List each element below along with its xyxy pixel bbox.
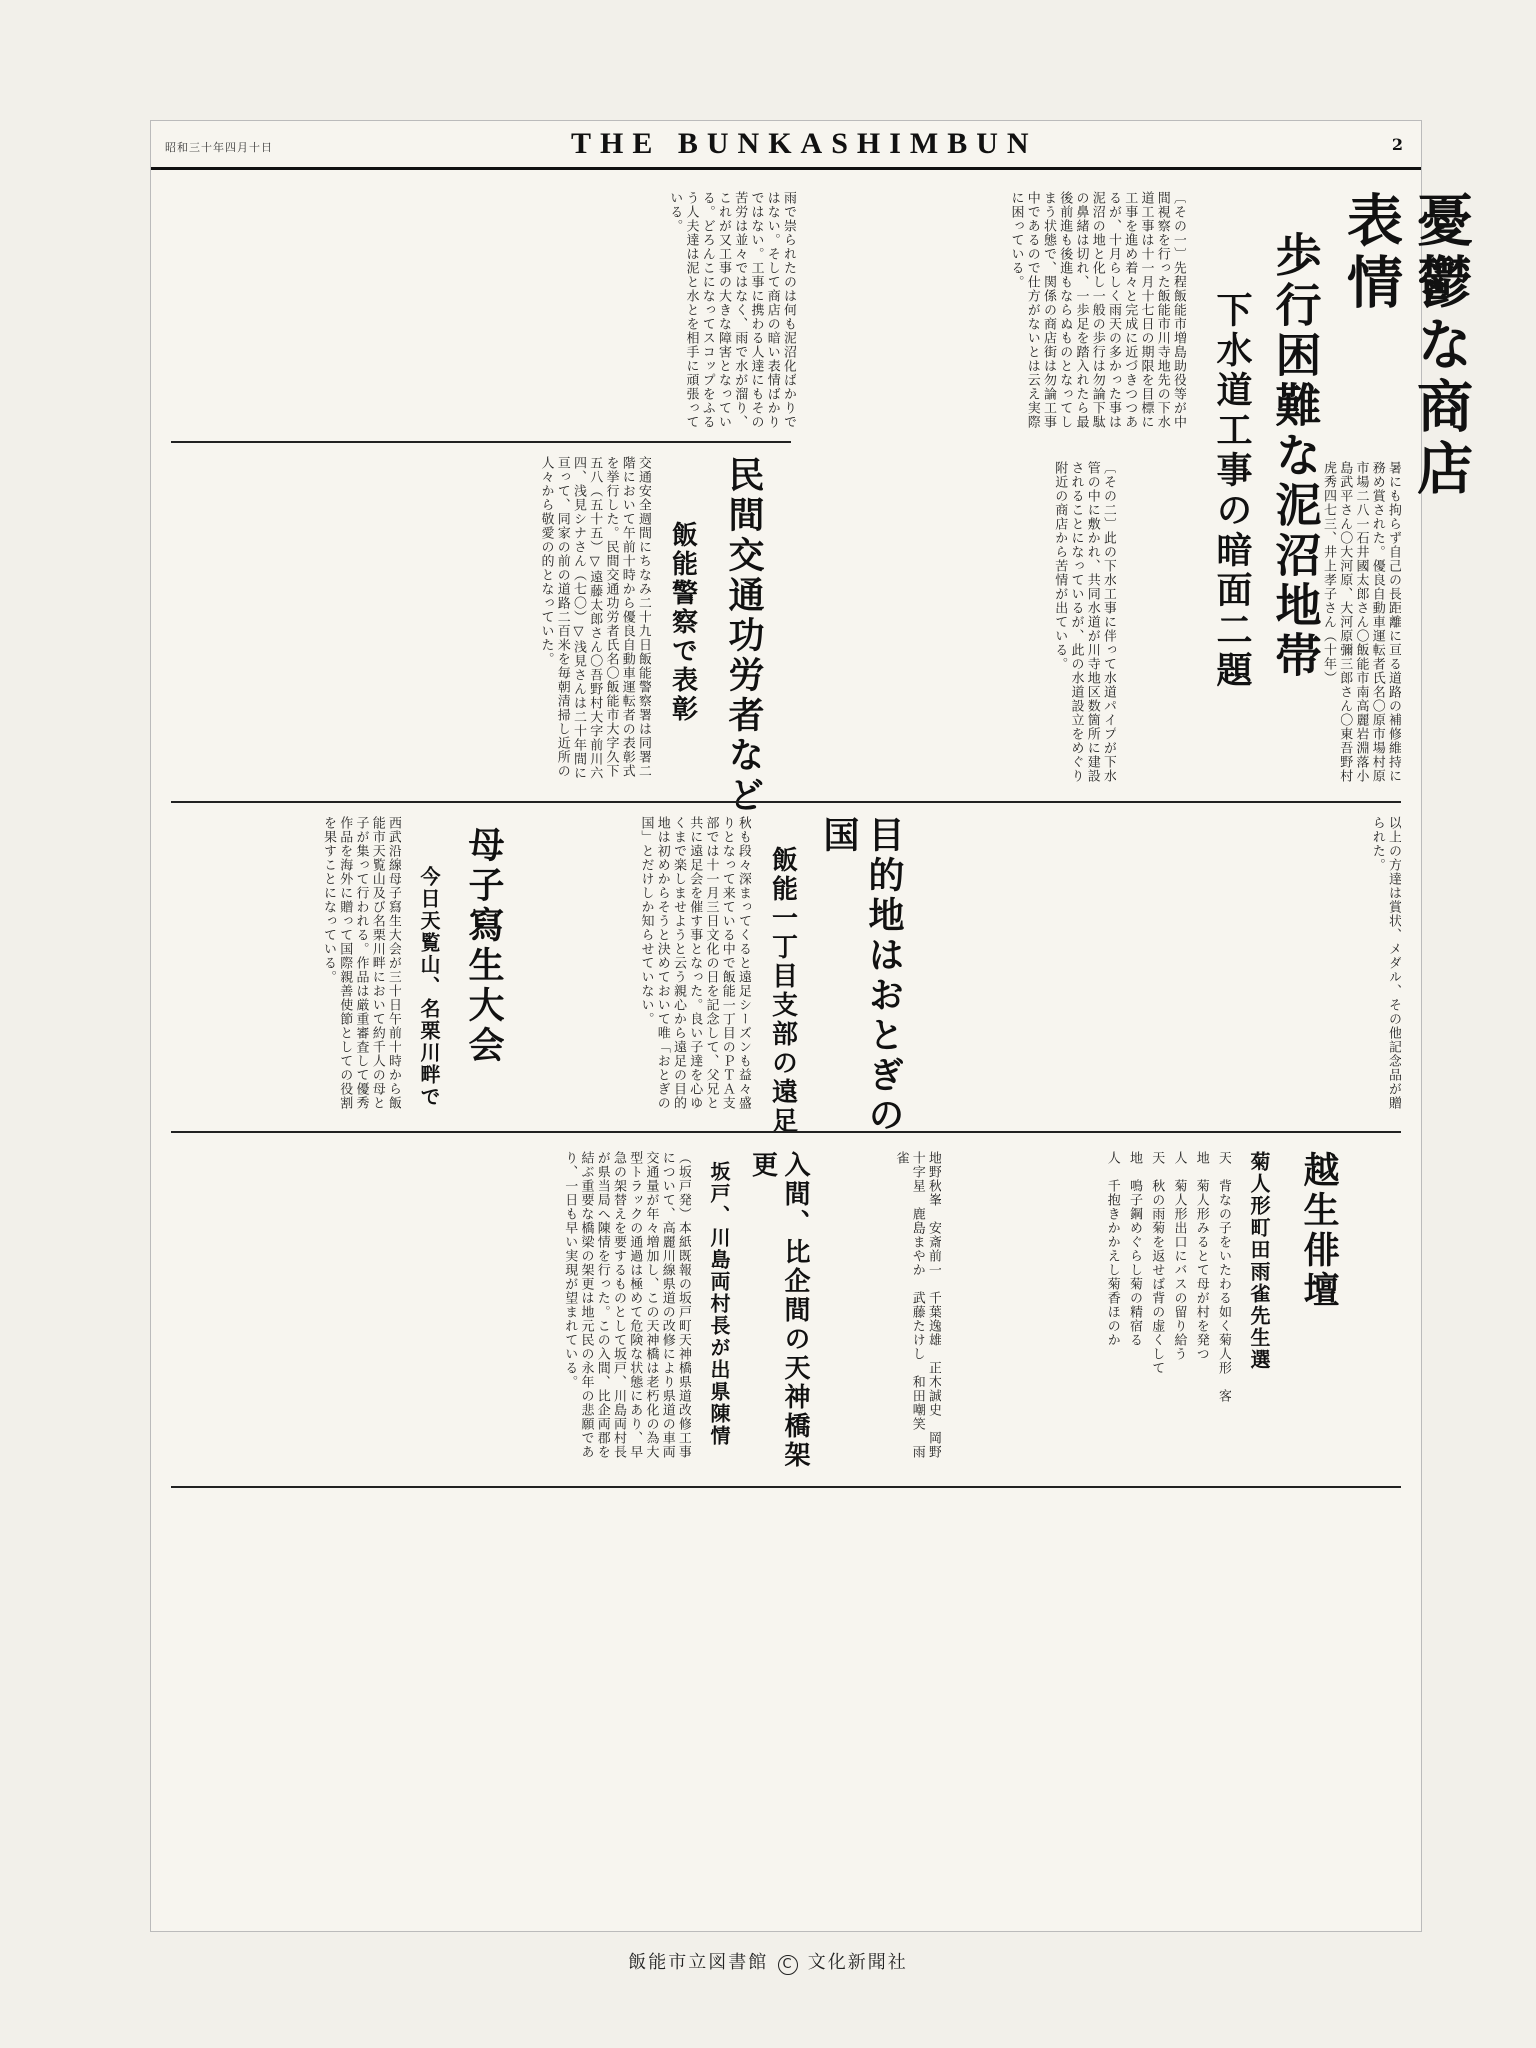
ashigaru-headline: 目的地はおとぎの国 — [818, 816, 905, 1136]
divider — [171, 441, 791, 443]
haiku-line: 人 千抱きかかえし菊香ほのか — [1104, 1151, 1120, 1347]
ashigaru-body: 秋も段々深まってくると遠足シーズンも益々盛りとなって来ている中で飯能一丁目のＰＴＡ支部では十一月三日文化の日を記念して、父兄と共に遠足会を催す事となった。良い子達を心ゆくまで楽しませようと云う親心から遠足の目的地は初めからそうと決めておいて唯「おとぎの国」とだけしか知らせていない。 — [638, 816, 751, 1110]
divider — [171, 1486, 1401, 1488]
mud-body-3: 〔その二〕此の下水工事に伴って水道パイプが下水管の中に敷かれ、共同水道が川寺地区数箇所に建設されることになっているが、此の水道設立をめぐり附近の商店から苦情が出ている。 — [1052, 461, 1116, 783]
divider — [171, 801, 1401, 803]
publisher-name: 文化新聞社 — [807, 1952, 908, 1973]
mud-article-body — [806, 191, 1186, 441]
masthead — [151, 121, 1421, 170]
award-body: 交通安全週間にちなみ二十九日飯能警察署は同署二階において午前十時から優良自動車運転者の表彰式を挙行した。民間交通功労者氏名〇飯能市大字久下五八（五十五）▽遠藤太郎さん〇吾野村大字前川六四、浅見シナさん（七〇）▽浅見さんは二十年間に亘って、同家の前の道路二百米を毎朝清掃し近所の人々から敬愛の的となっていた。 — [538, 456, 651, 780]
drivers-note: 以上の方達は賞状、メダル、その他記念品が贈られた。 — [1369, 816, 1401, 1110]
ashigaru-subheadline: 飯能一丁目支部の遠足 — [767, 846, 798, 1136]
mud-article-body-right — [1301, 191, 1411, 281]
mud-headline: 憂鬱な商店表情 — [1338, 191, 1474, 501]
mud-article-col-3 — [806, 461, 1116, 791]
bridge-body: （坂戸発）本紙既報の坂戸町天神橋県道改修工事について、高麗川線県道の改修により県道の車両交通量が年々増加し、この天神橋は老朽化の為大型トラックの通過は極めて危険な状態にあり、早急の架替えを要するものとして坂戸、川島両村長が県当局へ陳情を行った。この入間、比企両郡を結ぶ重要な橋梁の架更は地元民の永年の悲願であり、一日も早い実現が望まれている。 — [562, 1151, 691, 1459]
award-article-body — [171, 456, 651, 786]
photo-body: 西武沿線母子寫生大会が三十日午前十時から飯能市天覧山及び名栗川畔において約千人の母と子が集って行われる。作品は厳重審査して優秀作品を海外に贈って国際親善使節としての役割を果すことになっている。 — [321, 816, 401, 1110]
drivers-article-body — [1111, 461, 1401, 791]
bridge-headline: 入間、比企間の天神橋架更 — [747, 1151, 810, 1470]
photo-subheadline: 今日天覧山、名栗川畔で — [417, 866, 441, 1108]
page-number: 2 — [1391, 135, 1403, 154]
mud-body-1: 〔その一〕先程飯能市増島助役等が中間視察を行った飯能市川寺地先の下水道工事は十一月十七日の期限を目標に工事を進め着々と完成に近づきつつあるが、十月らしく雨天の多かった事は泥沼の地と化し一般の歩行は勿論下駄の鼻緒は切れ、一歩足を踏入れたら最後前進も後進もならぬものとなってしまう状態で、関係の商店街は勿論工事中であるので仕方がないとは云え実際に困っている。 — [1008, 191, 1186, 429]
haiku-line: 天 背なの子をいたわる如く菊人形 客 — [1216, 1151, 1231, 1403]
newspaper-page — [150, 120, 1474, 1932]
award-subheadline: 飯能警察で表彰 — [667, 521, 698, 724]
haiku-line: 地 菊人形みるとて母が村を発つ — [1193, 1151, 1209, 1361]
bridge-article-body — [171, 1151, 691, 1471]
haiku-list — [951, 1151, 1231, 1471]
haiku-authors — [811, 1151, 941, 1471]
photo-article-body — [171, 816, 401, 1116]
divider — [171, 1131, 1401, 1133]
library-name: 飯能市立図書館 — [628, 1952, 769, 1973]
award-headline: 民間交通功労者など — [723, 456, 765, 816]
page-footer — [0, 1948, 1536, 1975]
haiku-subheadline: 菊人形町田雨雀先生選 — [1247, 1151, 1271, 1371]
mud-subheadline-2: 下水道工事の暗面二題 — [1211, 291, 1253, 691]
newspaper-title: THE BUNKASHIMBUN — [571, 127, 1038, 160]
bottom-continuation — [171, 1501, 1401, 1901]
haiku-line: 人 菊人形出口にバスの留り給う — [1171, 1151, 1187, 1361]
haiku-headline: 越生俳壇 — [1298, 1151, 1340, 1311]
issue-date: 昭和三十年四月十日 — [165, 141, 273, 154]
mud-subheadline: 歩行困難な泥沼地帯 — [1268, 231, 1323, 681]
ashigaru-article-body — [521, 816, 751, 1116]
haiku-line: 天 秋の雨菊を返せば背の虚くして — [1149, 1151, 1165, 1375]
drivers-body: 暑にも拘らず自己の長距離に亘る道路の補修維持に務め賞された。優良自動車運転者氏名〇原市場村原市場二八一石井國太郎さん〇飯能市南高麗岩淵落小島武平さん〇大河原、大河原彌三郎さん〇東吾野村虎秀四七三、井上孝子さん（十年） — [1321, 461, 1401, 783]
drivers-award-note — [911, 816, 1401, 1116]
mud-body-2: 雨で崇られたのは何も泥沼化ばかりではない。そして商店の暗い表情ばかりではない。工事に携わる人達にもその苦労は並々ではなく、雨で水が溜り、これが又工事の大きな障害となっている。どろんこになってスコップをふるう人夫達は泥と水とを相手に頑張っている。 — [667, 191, 796, 429]
mud-article-col-2 — [496, 191, 796, 431]
bridge-subheadline: 坂戸、川島両村長が出県陳情 — [707, 1161, 731, 1447]
photo-headline: 母子寫生大会 — [463, 826, 505, 1066]
copyright-icon: C — [778, 1955, 798, 1975]
haiku-authors-text: 地野秋峯 安斎前一 千葉逸雄 正木誠史 岡野十字星 鹿島まやか 武藤たけし 和田嘲笑 雨雀 — [893, 1151, 941, 1459]
haiku-line: 地 鳴子鋼めぐらし菊の精宿る — [1127, 1151, 1142, 1347]
